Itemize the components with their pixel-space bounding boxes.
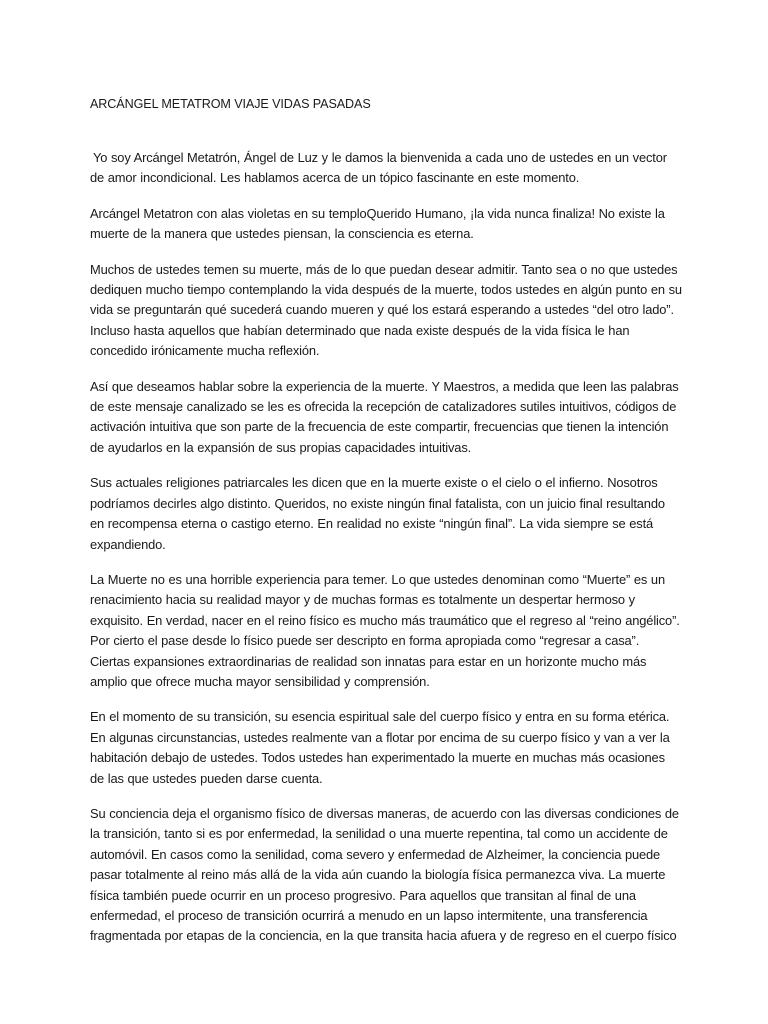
paragraph-7: En el momento de su transición, su esencia espiritual sale del cuerpo físico y entra en su forma etérica. En algunas circunstancias, ustedes realmente van a flotar por encima de su cuerpo físico y van a ver la habitación debajo de ustedes. Todos ustedes han experimentado la muerte en muchas más ocasiones de las que ustedes pueden darse cuenta. — [90, 709, 670, 786]
paragraph-6: La Muerte no es una horrible experiencia para temer. Lo que ustedes denominan como “Muerte” es un renacimiento hacia su realidad mayor y de muchas formas es totalmente un despertar hermoso y exquisito. En verdad, nacer en el reino físico es mucho más traumático que el regreso al “reino angélico”. Por cierto el pase desde lo físico puede ser descripto en forma apropiada como “regresar a casa”. Ciertas expansiones extraordinarias de realidad son innatas para estar en un horizonte mucho más amplio que ofrece mucha mayor sensibilidad y comprensión. — [90, 571, 680, 689]
paragraph-4: Así que deseamos hablar sobre la experiencia de la muerte. Y Maestros, a medida que leen las palabras de este mensaje canalizado se les es ofrecida la recepción de catalizadores sutiles intuitivos, códigos de activación intuitiva que son parte de la frecuencia de este compartir, frecuencias que tienen la intención de ayudarlos en la expansión de sus propias capacidades intuitivas. — [90, 378, 679, 455]
paragraph-3: Muchos de ustedes temen su muerte, más de lo que puedan desear admitir. Tanto sea o no que ustedes dediquen mucho tiempo contemplando la vida después de la muerte, todos ustedes en algún punto en su vida se preguntarán qué sucederá cuando mueren y qué los estará esperando a ustedes “del otro lado”. Incluso hasta aquellos que habían determinado que nada existe después de la vida física le han concedido irónicamente mucha reflexión. — [90, 261, 682, 359]
paragraph-5: Sus actuales religiones patriarcales les dicen que en la muerte existe o el cielo o el infierno. Nosotros podríamos decirles algo distinto. Queridos, no existe ningún final fatalista, con un juicio final resultando en recompensa eterna o castigo eterno. En realidad no existe “ningún final”. La vida siempre se está expandiendo. — [90, 475, 665, 552]
paragraph-2: Arcángel Metatron con alas violetas en su temploQuerido Humano, ¡la vida nunca finaliza! No existe la muerte de la manera que ustedes piensan, la consciencia es eterna. — [90, 205, 665, 242]
document-title: ARCÁNGEL METATROM VIAJE VIDAS PASADAS — [90, 97, 371, 111]
paragraph-1: Yo soy Arcángel Metatrón, Ángel de Luz y le damos la bienvenida a cada uno de ustedes en un vector de amor incondicional. Les hablamos acerca de un tópico fascinante en este momento. — [90, 150, 667, 186]
paragraph-8: Su conciencia deja el organismo físico de diversas maneras, de acuerdo con las diversas condiciones de la transición, tanto si es por enfermedad, la senilidad o una muerte repentina, tal como un accidente de automóvil. En casos como la senilidad, coma severo y enfermedad de Alzheimer, la conciencia puede pasar totalmente al reino más allá de la vida aún cuando la biología física permanezca viva. La muerte física también puede ocurrir en un proceso progresivo. Para aquellos que transitan al final de una enfermedad, el proceso de transición ocurrirá a menudo en un lapso intermitente, una transferencia fragmentada por etapas de la conciencia, en la que transita hacia afuera y de regreso en el cuerpo físico — [90, 805, 679, 944]
document-page — [90, 94, 682, 962]
